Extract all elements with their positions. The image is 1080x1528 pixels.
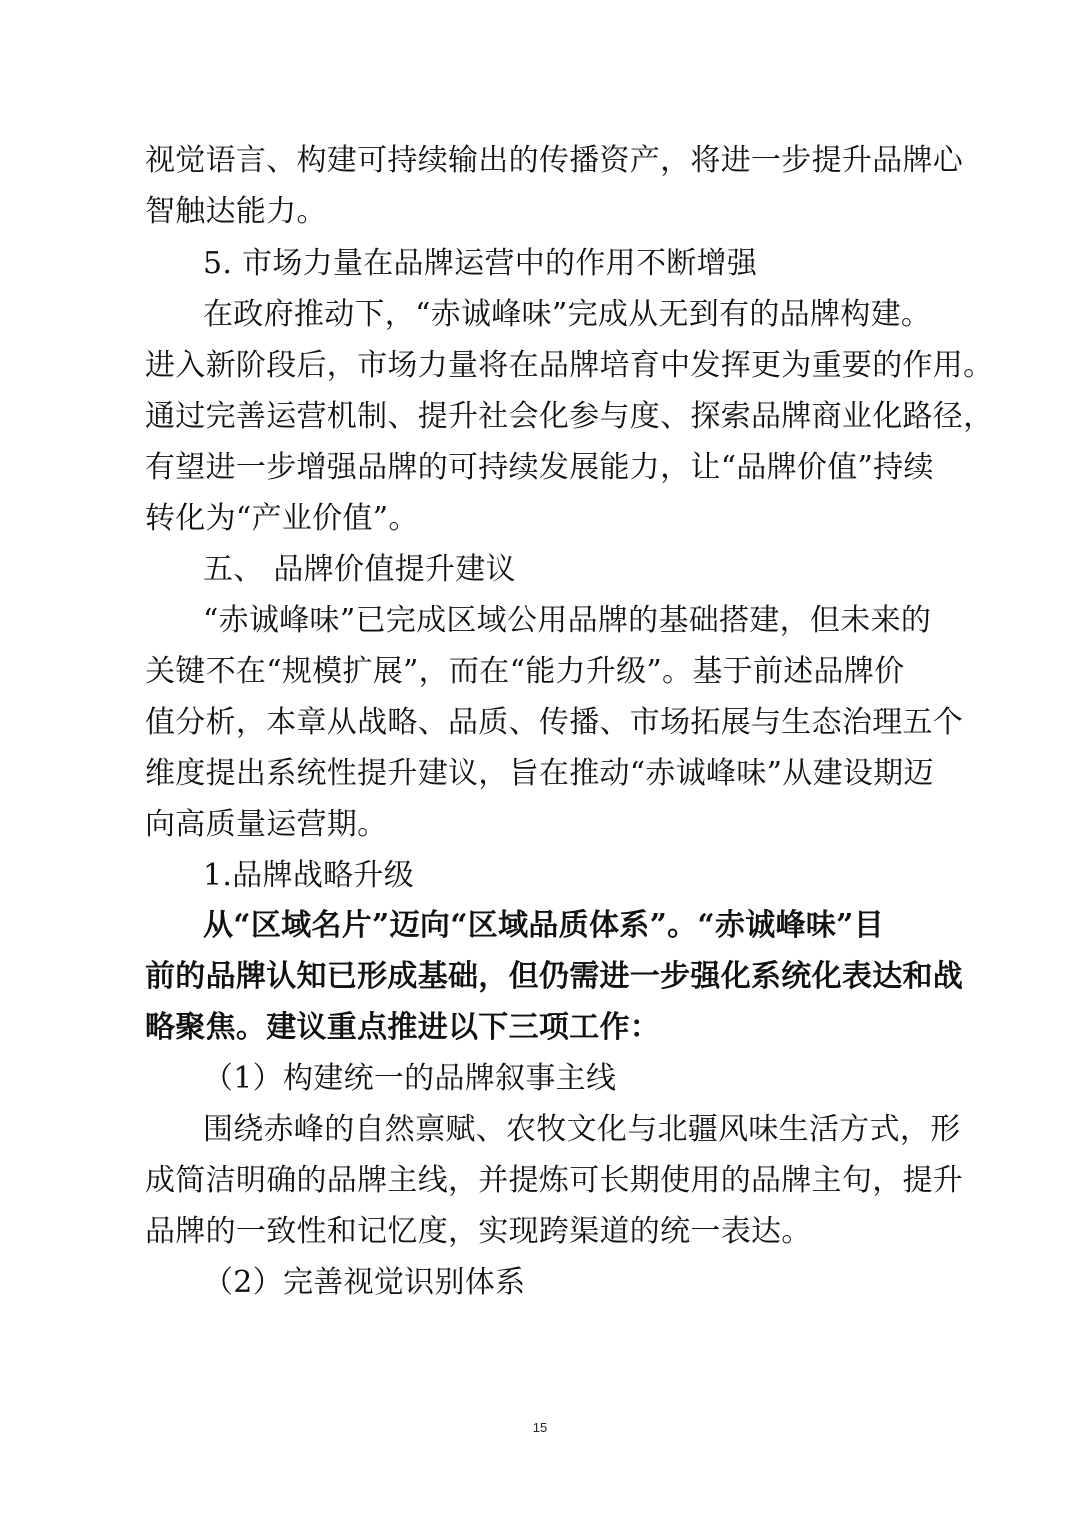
body-text-line: 在政府推动下，“赤诚峰味”完成从无到有的品牌构建。	[203, 297, 932, 332]
body-text-line: 有望进一步增强品牌的可持续发展能力，让“品牌价值”持续	[145, 450, 934, 485]
body-text-line: 品牌的一致性和记忆度，实现跨渠道的统一表达。	[145, 1214, 812, 1249]
body-text-line: 进入新阶段后，市场力量将在品牌培育中发挥更为重要的作用。	[145, 348, 994, 383]
page-number: 15	[532, 1420, 548, 1435]
item-heading: （1）构建统一的品牌叙事主线	[203, 1061, 617, 1096]
bold-text-line: 前的品牌认知已形成基础，但仍需进一步强化系统化表达和战	[145, 959, 964, 994]
section-heading: 5. 市场力量在品牌运营中的作用不断增强	[203, 246, 758, 281]
subsection-heading: 1.品牌战略升级	[203, 858, 415, 893]
body-text-line: 通过完善运营机制、提升社会化参与度、探索品牌商业化路径，	[145, 399, 994, 434]
body-text-line: 值分析，本章从战略、品质、传播、市场拓展与生态治理五个	[145, 705, 964, 740]
body-text-line: 关键不在“规模扩展”，而在“能力升级”。基于前述品牌价	[145, 654, 905, 689]
body-text-line: 转化为“产业价值”。	[145, 501, 419, 536]
body-text-line: 维度提出系统性提升建议，旨在推动“赤诚峰味”从建设期迈	[145, 756, 934, 791]
bold-text-line: 略聚焦。建议重点推进以下三项工作：	[145, 1010, 661, 1045]
bold-text-line: 从“区域名片”迈向“区域品质体系”。“赤诚峰味”目	[203, 908, 885, 943]
item-heading: （2）完善视觉识别体系	[203, 1265, 526, 1300]
body-text-line: 成简洁明确的品牌主线，并提炼可长期使用的品牌主句，提升	[145, 1163, 964, 1198]
chapter-heading: 五、 品牌价值提升建议	[203, 552, 516, 587]
body-text-line: 围绕赤峰的自然禀赋、农牧文化与北疆风味生活方式，形	[203, 1112, 961, 1147]
body-text-line: 向高质量运营期。	[145, 807, 388, 842]
body-text-line: 智触达能力。	[145, 194, 327, 229]
body-text-line: “赤诚峰味”已完成区域公用品牌的基础搭建，但未来的	[203, 603, 932, 638]
body-text-line: 视觉语言、构建可持续输出的传播资产，将进一步提升品牌心	[145, 143, 964, 178]
